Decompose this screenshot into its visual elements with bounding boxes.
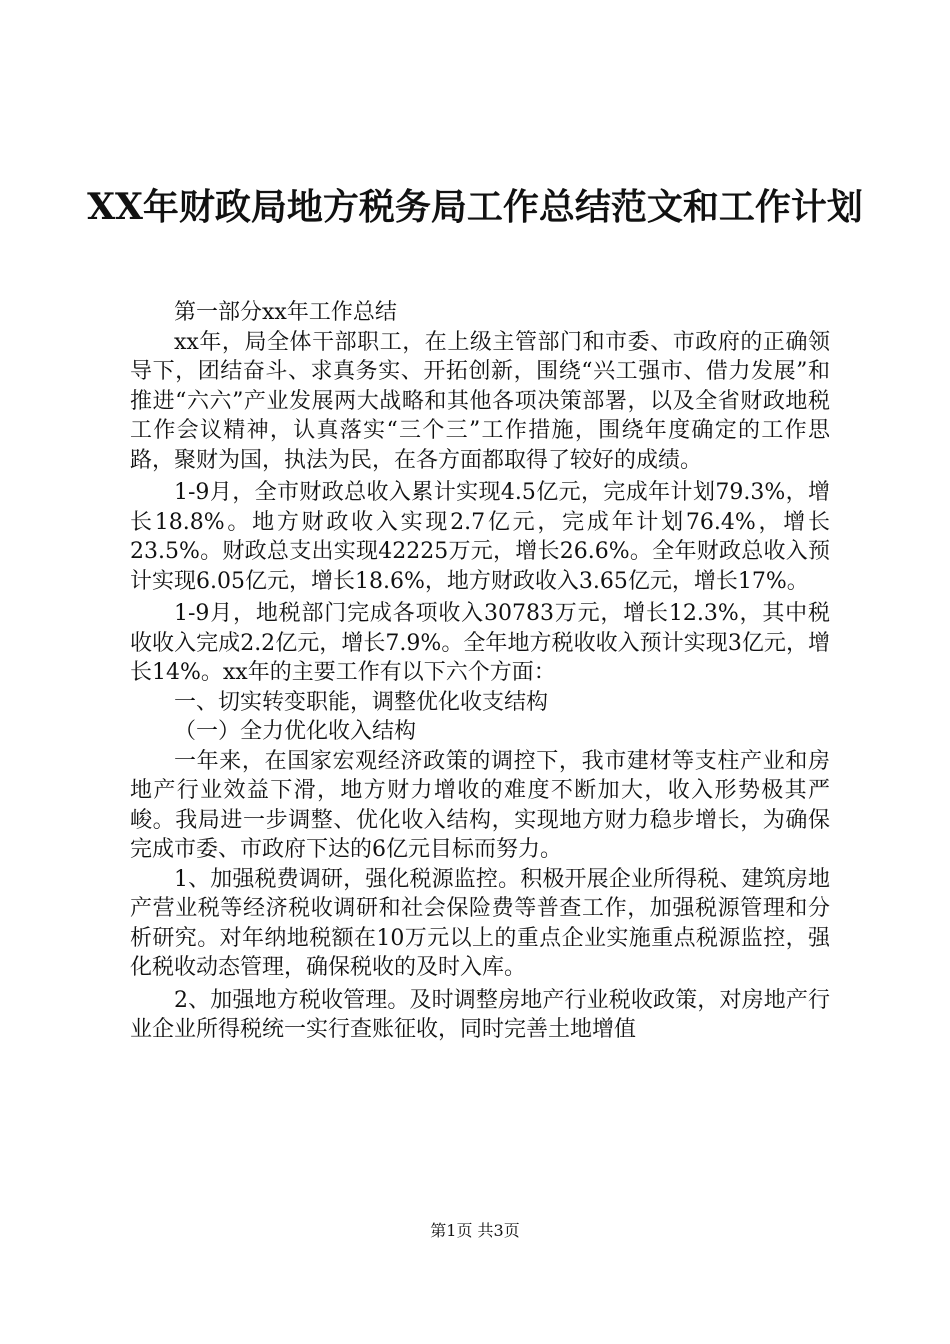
- paragraph-revenue-structure: 一年来，在国家宏观经济政策的调控下，我市建材等支柱产业和房地产行业效益下滑，地方财力增收的难度不断加大，收入形势极其严峻。我局进一步调整、优化收入结构，实现地方财力稳步增长，为确保完成市委、市政府下达的6亿元目标而努力。: [130, 748, 830, 862]
- paragraph-item-1: 1、加强税费调研，强化税源监控。积极开展企业所得税、建筑房地产营业税等经济税收调研和社会保险费等普查工作，加强税源管理和分析研究。对年纳地税额在10万元以上的重点企业实施重点税源监控，强化税收动态管理，确保税收的及时入库。: [130, 866, 830, 980]
- paragraph-heading-1: 一、切实转变职能，调整优化收支结构: [174, 689, 549, 715]
- paragraph-section-heading: 第一部分xx年工作总结: [174, 300, 397, 325]
- paragraph-tax-stats: 1-9月，地税部门完成各项收入30783万元，增长12.3%，其中税收收入完成2.2亿元，增长7.9%。全年地方税收收入预计实现3亿元，增长14%。xx年的主要工作有以下六个方面：: [130, 601, 830, 685]
- page-footer: 第1页 共3页: [430, 1221, 520, 1240]
- paragraph-intro: xx年，局全体干部职工，在上级主管部门和市委、市政府的正确领导下，团结奋斗、求真务实、开拓创新，围绕“兴工强市、借力发展”和推进“六六”产业发展两大战略和其他各项决策部署，以及全省财政地税工作会议精神，认真落实“三个三”工作措施，围绕年度确定的工作思路，聚财为国，执法为民，在各方面都取得了较好的成绩。: [130, 329, 830, 473]
- paragraph-item-2: 2、加强地方税收管理。及时调整房地产行业税收政策，对房地产行业企业所得税统一实行查账征收，同时完善土地增值: [130, 987, 830, 1042]
- paragraph-finance-stats: 1-9月，全市财政总收入累计实现4.5亿元，完成年计划79.3%，增长18.8%。地方财政收入实现2.7亿元，完成年计划76.4%，增长23.5%。财政总支出实现42225万元，增长26.6%。全年财政总收入预计实现6.05亿元，增长18.6%，地方财政收入3.65亿元，增长17%。: [130, 480, 830, 594]
- document-body: [130, 298, 830, 1045]
- paragraph-subheading-1: （一）全力优化收入结构: [174, 719, 417, 744]
- document-title: XX年财政局地方税务局工作总结范文和工作计划: [87, 186, 863, 228]
